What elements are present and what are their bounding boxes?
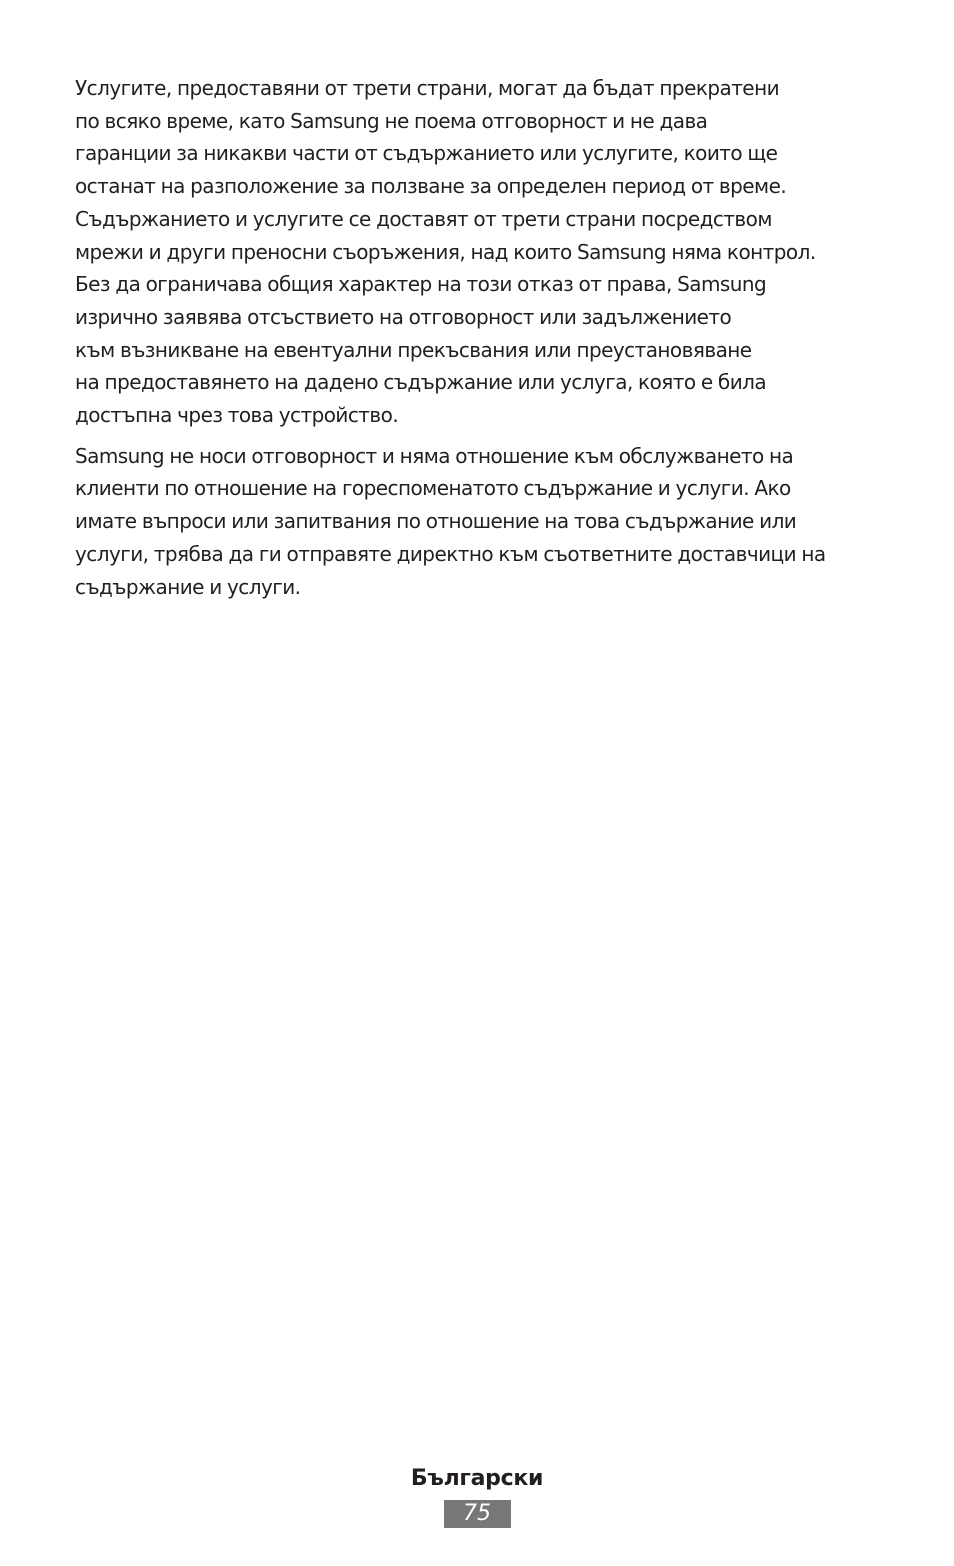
text-line: съдържание и услуги. (75, 574, 301, 599)
text-line: достъпна чрез това устройство. (75, 403, 399, 428)
text-line: Услугите, предоставяни от трети страни, могат да бъдат прекратени (75, 76, 780, 100)
text-line: Без да ограничава общия характер на този отказ от права, Samsung (75, 272, 767, 297)
text-line: мрежи и други преносни съоръжения, над които Samsung няма контрол. (75, 239, 816, 264)
text-line: Съдържанието и услугите се доставят от трети страни посредством (75, 206, 772, 231)
text-line: по всяко време, като Samsung не поема отговорност и не дава (75, 108, 708, 133)
paragraph-third-party-services (75, 72, 895, 432)
text-line: Samsung не носи отговорност и няма отношение към обслужването на (75, 443, 794, 468)
paragraph-customer-service (75, 440, 895, 604)
text-line: останат на разположение за ползване за определен период от време. (75, 174, 787, 199)
text-line: изрично заявява отсъствието на отговорност или задължението (75, 304, 732, 329)
text-line: на предоставянето на дадено съдържание или услуга, която е била (75, 370, 767, 395)
page-footer (0, 1462, 954, 1528)
text-line: гаранции за никакви части от съдържанието или услугите, които ще (75, 141, 778, 166)
text-line: имате въпроси или запитвания по отношение на това съдържание или (75, 509, 797, 534)
text-line: към възникване на евентуални прекъсвания или преустановяване (75, 337, 752, 362)
document-body (75, 72, 895, 611)
text-line: клиенти по отношение на гореспоменатото съдържание и услуги. Ако (75, 476, 791, 501)
page-number: 75 (444, 1500, 511, 1528)
text-line: услуги, трябва да ги отправяте директно към съответните доставчици на (75, 541, 826, 566)
language-label: Български (410, 1466, 544, 1491)
